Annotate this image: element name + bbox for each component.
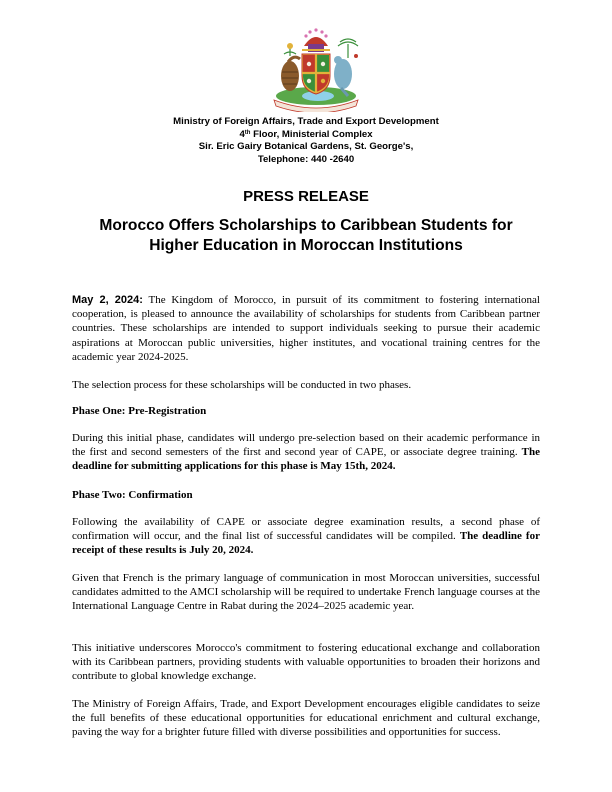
ministry-address: Sir. Eric Gairy Botanical Gardens, St. George's, xyxy=(198,141,414,152)
french-paragraph xyxy=(72,571,540,614)
initiative-paragraph xyxy=(72,641,540,684)
intro-paragraph xyxy=(72,293,540,364)
press-release-label: PRESS RELEASE xyxy=(243,188,369,205)
coat-of-arms-icon xyxy=(268,26,364,112)
headline-line-1: Morocco Offers Scholarships to Caribbean Students for xyxy=(99,217,513,234)
phase-one-heading xyxy=(72,404,540,418)
phase-two-heading xyxy=(72,488,540,502)
initiative-text: This initiative underscores Morocco's commitment to fostering educational exchange and collaboration with its Caribbean partners, providing students with valuable opportunities to broaden their horizons and contribute to global knowledge exchange. xyxy=(72,642,540,683)
floor-suffix: th xyxy=(244,129,251,136)
phase-two-text: Following the availability of CAPE or associate degree examination results, a second phase of confirmation will occur, and the final list of successful candidates will be compiled. xyxy=(72,516,540,543)
closing-paragraph xyxy=(72,697,540,740)
ministry-header xyxy=(72,116,540,166)
french-text: Given that French is the primary language of communication in most Moroccan universities, successful candidates admitted to the AMCI scholarship will be required to undertake French language courses at the International Language Centre in Rabat during the 2024–2025 academic year. xyxy=(72,572,540,613)
headline xyxy=(60,216,552,256)
headline-line-2: Higher Education in Moroccan Institutions xyxy=(149,237,463,254)
phase-two-deadline: The deadline for receipt of these results is July 20, 2024. xyxy=(72,530,540,557)
crest-armadillo xyxy=(281,61,299,91)
phase-one-paragraph xyxy=(72,431,540,474)
ministry-name: Ministry of Foreign Affairs, Trade and Export Development xyxy=(173,116,439,127)
phase-one-deadline: The deadline for submitting applications for this phase is May 15th, 2024. xyxy=(72,446,540,473)
ministry-floor xyxy=(72,129,540,142)
phase-two-heading-text: Phase Two: Confirmation xyxy=(72,489,193,501)
ministry-telephone: Telephone: 440 -2640 xyxy=(257,153,355,165)
selection-text: The selection process for these scholarships will be conducted in two phases. xyxy=(72,379,412,391)
phase-one-text: During this initial phase, candidates will undergo pre-selection based on their academic performance in the first and second semesters of the first and second year of CAPE, or associate degree training. xyxy=(72,432,540,459)
selection-paragraph xyxy=(72,378,540,392)
intro-text: The Kingdom of Morocco, in pursuit of its commitment to fostering international cooperation, is pleased to announce the availability of scholarships for students from Caribbean partner countries. These scholarships are intended to support individuals seeking to pursue their academic aspirations at Moroccan public universities, higher institutes, and vocational training centres for the academic year 2024-2025. xyxy=(72,294,540,363)
release-date: May 2, 2024: xyxy=(72,294,143,306)
closing-text: The Ministry of Foreign Affairs, Trade, and Export Development encourages eligible candidates to seize the full benefits of these educational opportunities for educational enrichment and cultural exchange, paving the way for a brighter future filled with diverse possibilities and opportunities for success. xyxy=(72,698,540,739)
phase-one-heading-text: Phase One: Pre-Registration xyxy=(72,405,207,417)
phase-two-paragraph xyxy=(72,515,540,558)
floor-complex: Floor, Ministerial Complex xyxy=(250,128,373,140)
floor-number: 4 xyxy=(239,128,245,140)
